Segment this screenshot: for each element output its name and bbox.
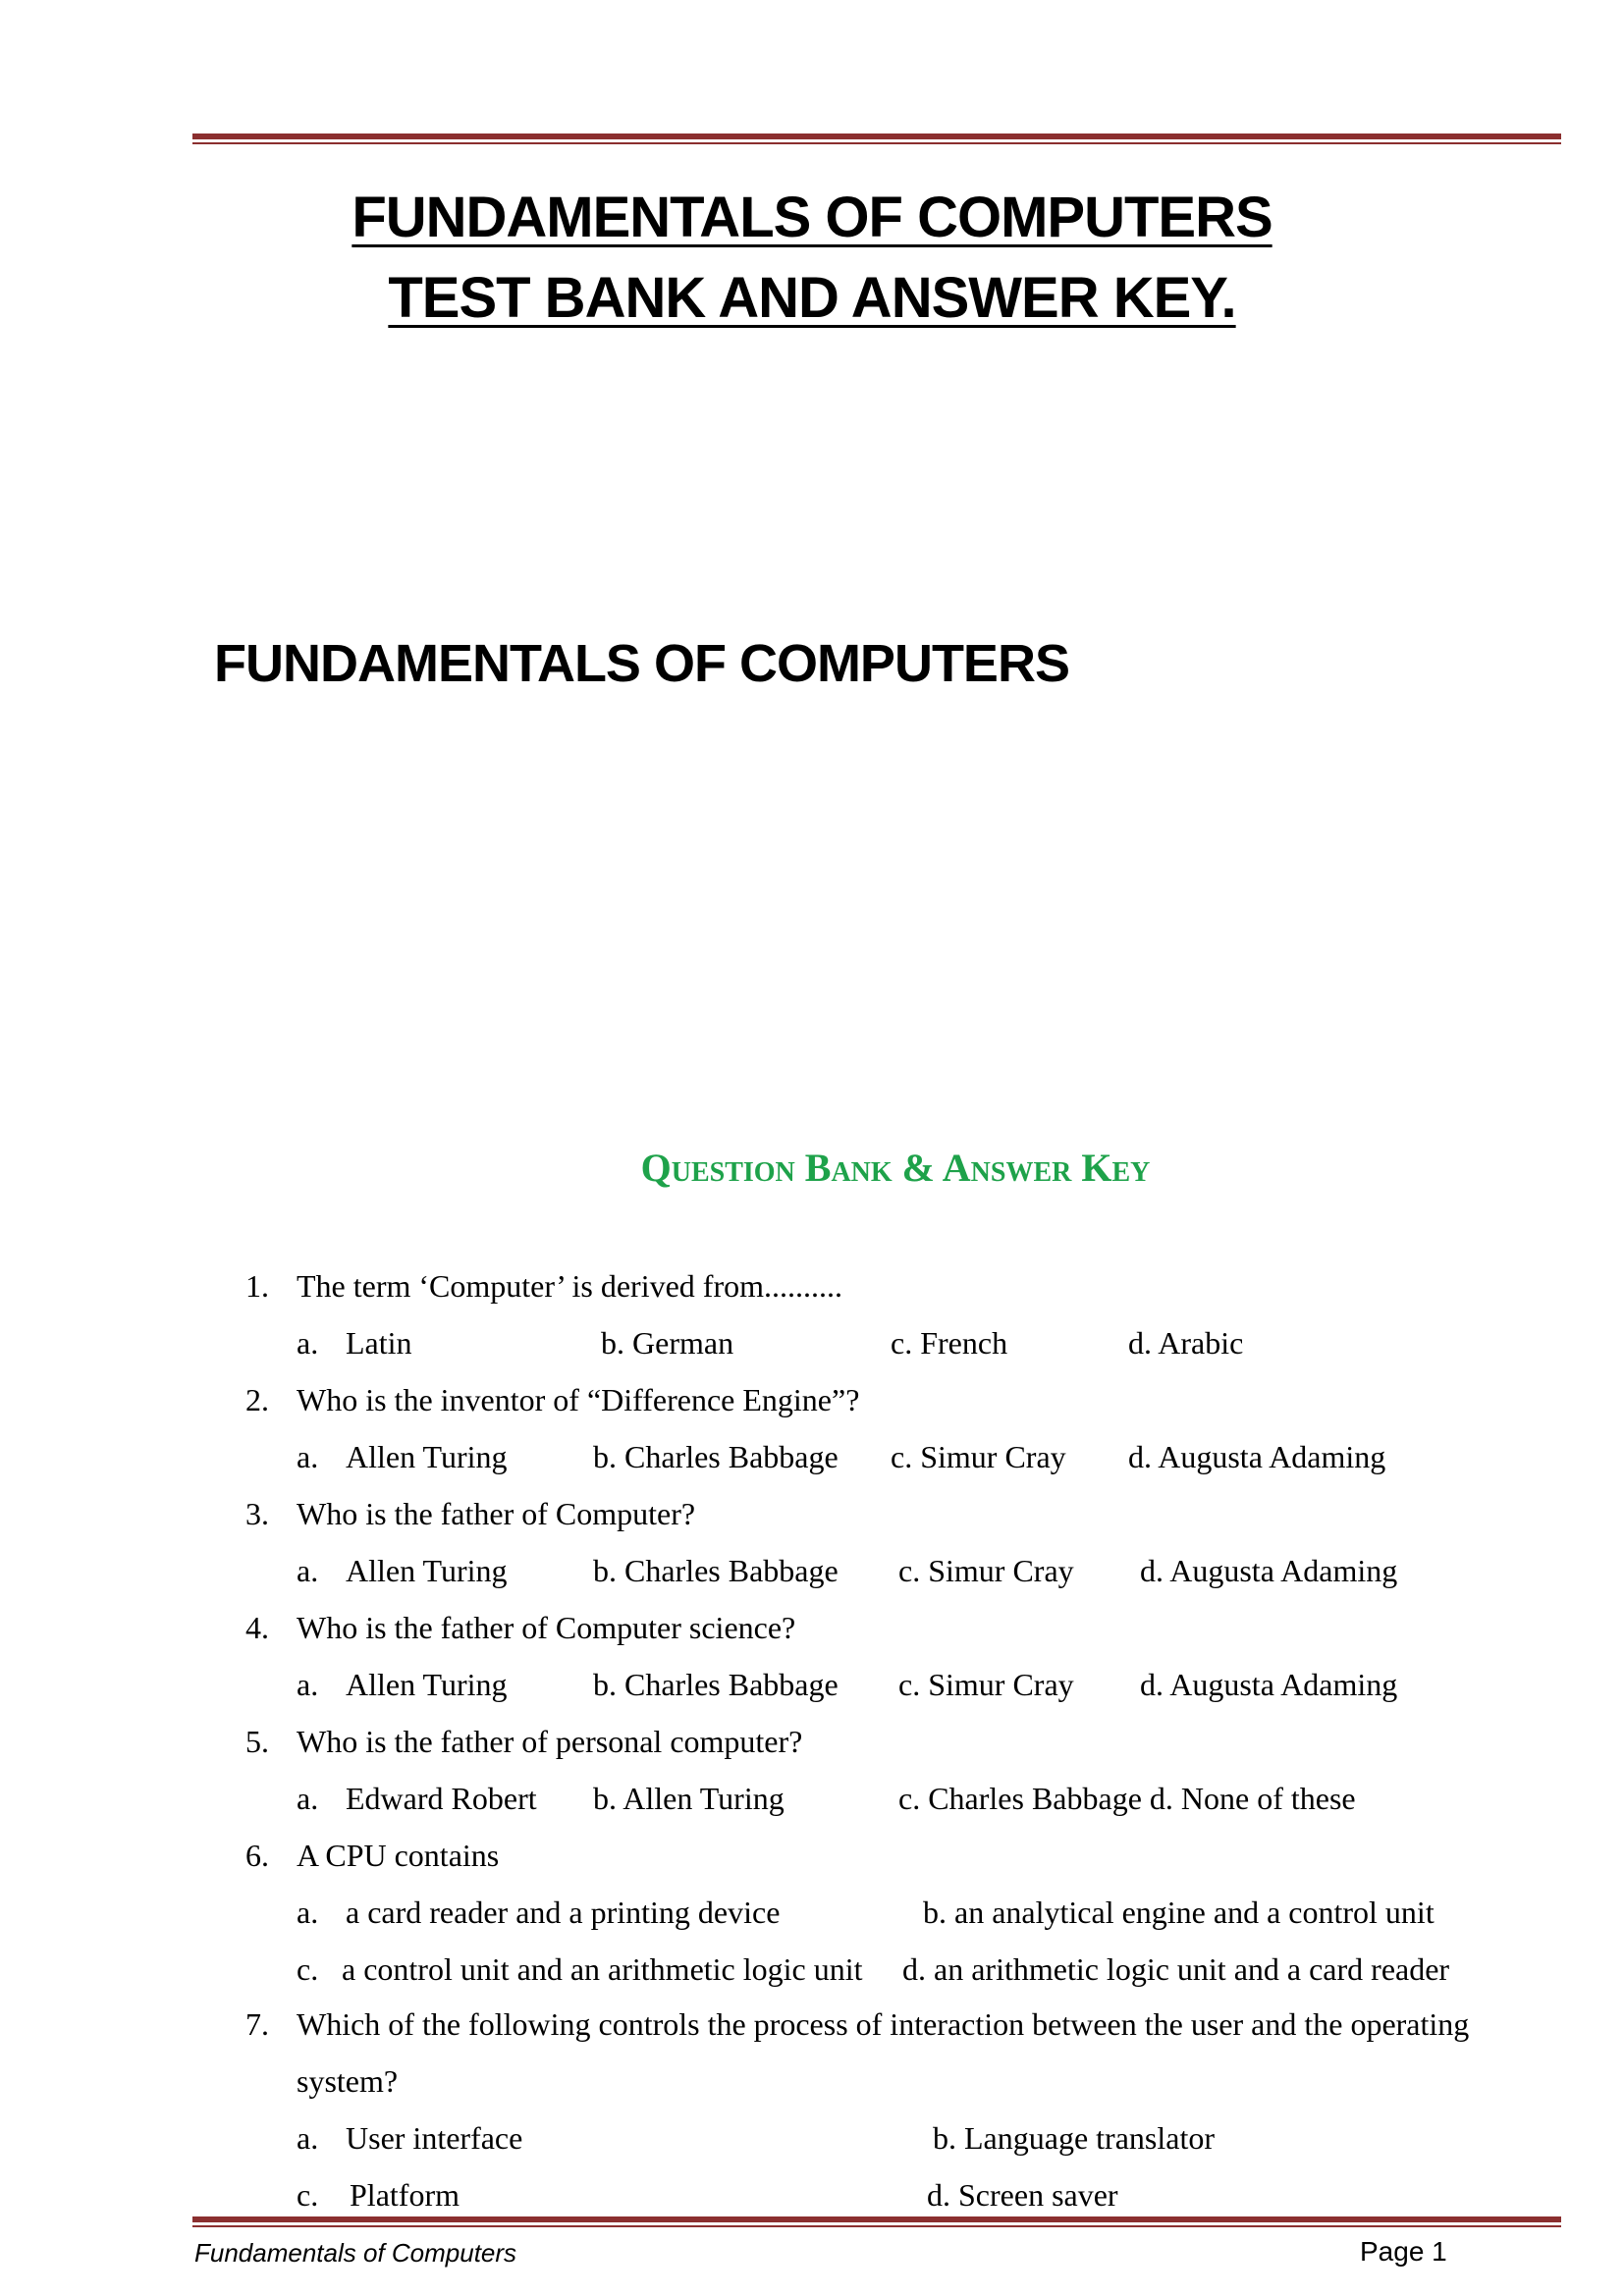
document-title-line1: FUNDAMENTALS OF COMPUTERS — [352, 186, 1272, 249]
question-text: Who is the inventor of “Difference Engine”? — [297, 1382, 860, 1417]
option-a: Allen Turing — [346, 1553, 508, 1588]
option-marker: a. — [297, 1439, 319, 1474]
option-marker: a. — [297, 1553, 319, 1588]
option-marker: c. — [297, 2177, 319, 2213]
option-b: b. an analytical engine and a control unit — [923, 1895, 1435, 1930]
option-b: b. Allen Turing — [593, 1781, 785, 1816]
footer-document-name: Fundamentals of Computers — [194, 2238, 517, 2268]
question-number: 4. — [245, 1610, 269, 1645]
question-text: Who is the father of Computer? — [297, 1496, 696, 1531]
option-c: c. Simur Cray — [898, 1553, 1074, 1588]
option-d: d. Screen saver — [927, 2177, 1118, 2213]
question-text: A CPU contains — [297, 1838, 500, 1873]
question-number: 5. — [245, 1724, 269, 1759]
option-a: a card reader and a printing device — [346, 1895, 781, 1930]
question-text: Who is the father of Computer science? — [297, 1610, 796, 1645]
option-c: Platform — [350, 2177, 460, 2213]
option-marker: a. — [297, 1667, 319, 1702]
option-c-d: c. Charles Babbage d. None of these — [898, 1781, 1356, 1816]
option-b: b. Charles Babbage — [593, 1553, 839, 1588]
option-c: c. Simur Cray — [898, 1667, 1074, 1702]
question-text: Which of the following controls the process of interaction between the user and the operating — [297, 2006, 1470, 2042]
option-d: d. Arabic — [1128, 1325, 1244, 1361]
question-number: 6. — [245, 1838, 269, 1873]
question-number: 7. — [245, 2006, 269, 2042]
option-c: a control unit and an arithmetic logic unit — [342, 1951, 863, 1987]
footer-page-number: Page 1 — [1360, 2236, 1447, 2267]
option-b: b. German — [601, 1325, 734, 1361]
question-text-continued: system? — [297, 2063, 399, 2099]
top-rule — [192, 133, 1561, 144]
option-d: d. Augusta Adaming — [1140, 1553, 1398, 1588]
option-a: Latin — [346, 1325, 412, 1361]
option-c: c. Simur Cray — [891, 1439, 1066, 1474]
option-marker: a. — [297, 2120, 319, 2156]
document-title-line2: TEST BANK AND ANSWER KEY. — [388, 266, 1236, 330]
section-heading: Question Bank & Answer Key — [640, 1146, 1151, 1190]
option-d: d. an arithmetic logic unit and a card reader — [902, 1951, 1450, 1987]
question-number: 1. — [245, 1268, 269, 1304]
question-number: 2. — [245, 1382, 269, 1417]
option-a: Edward Robert — [346, 1781, 537, 1816]
option-marker: a. — [297, 1895, 319, 1930]
option-a: User interface — [346, 2120, 523, 2156]
option-b: b. Charles Babbage — [593, 1439, 839, 1474]
option-d: d. Augusta Adaming — [1140, 1667, 1398, 1702]
option-marker: a. — [297, 1325, 319, 1361]
question-text: Who is the father of personal computer? — [297, 1724, 803, 1759]
option-b: b. Charles Babbage — [593, 1667, 839, 1702]
subject-heading: FUNDAMENTALS OF COMPUTERS — [214, 634, 1069, 693]
option-a: Allen Turing — [346, 1439, 508, 1474]
option-a: Allen Turing — [346, 1667, 508, 1702]
option-marker: a. — [297, 1781, 319, 1816]
bottom-rule — [192, 2216, 1561, 2227]
option-marker: c. — [297, 1951, 319, 1987]
option-d: d. Augusta Adaming — [1128, 1439, 1386, 1474]
option-b: b. Language translator — [933, 2120, 1215, 2156]
question-number: 3. — [245, 1496, 269, 1531]
question-text: The term ‘Computer’ is derived from.......... — [297, 1268, 842, 1304]
option-c: c. French — [891, 1325, 1008, 1361]
